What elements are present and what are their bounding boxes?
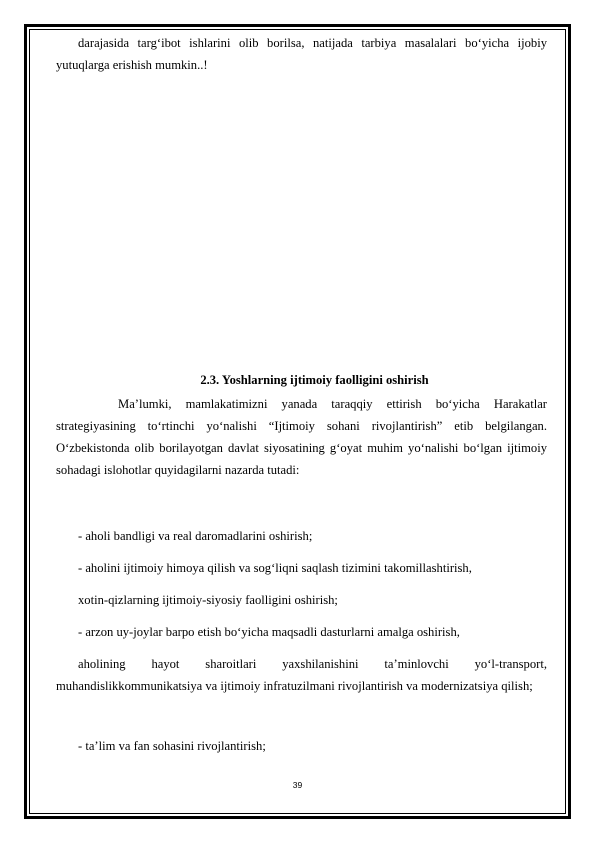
list-item-women-activity: xotin-qizlarning ijtimoiy-siyosiy faolligini oshirish; [78, 593, 338, 607]
list-item-infrastructure: aholining hayot sharoitlari yaxshilanishini ta’minlovchi yo‘l-transport, muhandislikkommunikatsiya va ijtimoiy infratuzilmani rivojlantirish va modernizatsiya qilish; [56, 657, 547, 693]
section-heading: 2.3. Yoshlarning ijtimoiy faolligini oshirish [200, 373, 429, 387]
list-item-social-protection: - aholini ijtimoiy himoya qilish va sog‘liqni saqlash tizimini takomillashtirish, [78, 561, 472, 575]
list-item-affordable-housing: - arzon uy-joylar barpo etish bo‘yicha maqsadli dasturlarni amalga oshirish, [78, 625, 460, 639]
page-number: 39 [292, 780, 303, 790]
paragraph-intro: Ma’lumki, mamlakatimizni yanada taraqqiy ettirish bo‘yicha Harakatlar strategiyasining to‘rtinchi yo‘nalishi “Ijtimoiy sohani rivojlantirish” etib belgilangan. O‘zbekistonda olib borilayotgan davlat siyosatining g‘oyat muhim yo‘nalishi bo‘lgan ijtimoiy sohadagi islohotlar quyidagilarni nazarda tutadi: [56, 397, 547, 477]
list-item-employment: - aholi bandligi va real daromadlarini oshirish; [78, 529, 313, 543]
paragraph-continuation: darajasida targ‘ibot ishlarini olib borilsa, natijada tarbiya masalalari bo‘yicha ijobiy yutuqlarga erishish mumkin..! [56, 36, 547, 72]
list-item-education-science: - ta’lim va fan sohasini rivojlantirish; [78, 739, 266, 753]
